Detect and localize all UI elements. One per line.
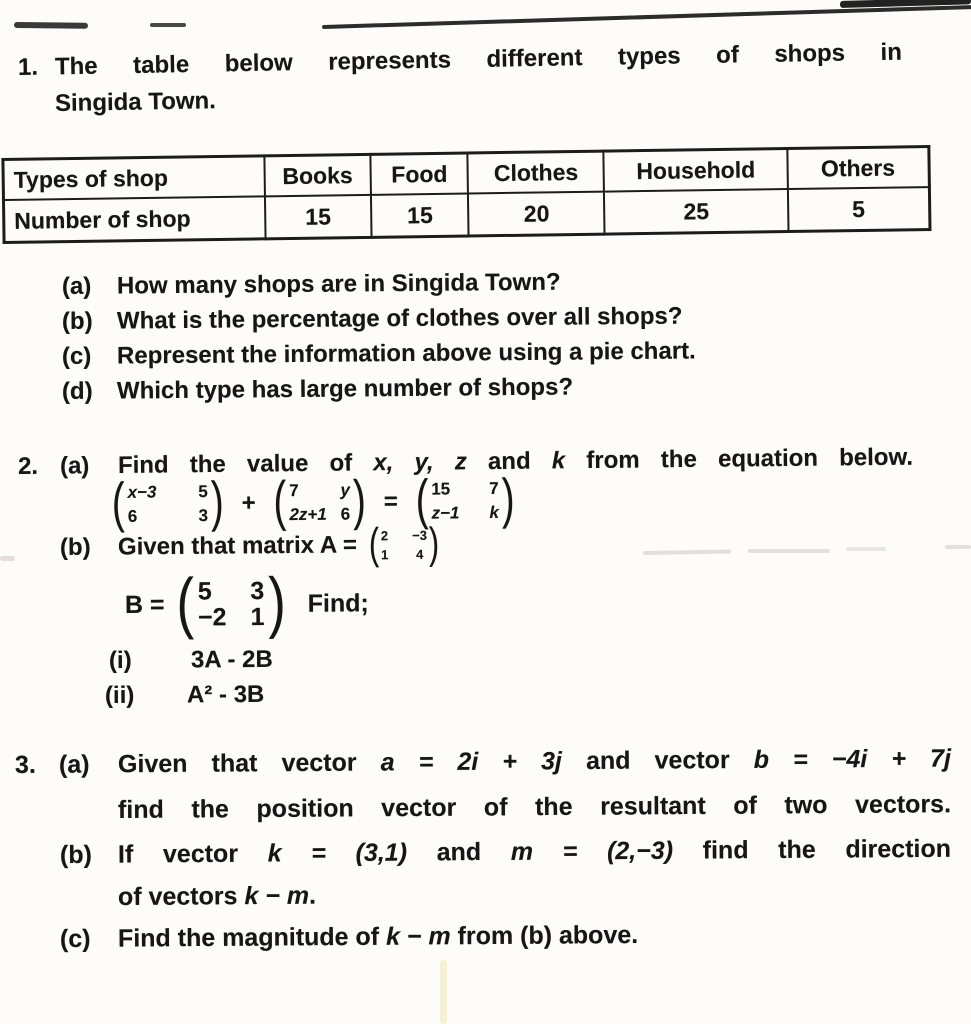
q3b-text: of vectors <box>117 882 245 911</box>
paren-open: ( <box>368 520 380 569</box>
matrix-cells <box>431 480 499 522</box>
matrix-cell: 5 <box>198 481 208 502</box>
matrix-cell: y <box>340 480 351 500</box>
math-k-minus-m: k − m <box>385 922 451 951</box>
plus-operator: + <box>241 488 256 517</box>
q3c-text: Find the magnitude of <box>117 922 387 953</box>
q3b-text: and <box>406 837 511 867</box>
scan-artifact-faint <box>0 556 15 561</box>
q3-number: 3. <box>14 750 36 779</box>
matrix-cell: 1 <box>380 547 389 563</box>
table-row-label: Number of shop <box>3 196 265 242</box>
q2-item-i <box>109 645 273 676</box>
q3c-text: from (b) above. <box>450 920 639 951</box>
item-text: How many shops are in Singida Town? <box>116 268 561 300</box>
math-vector-k: k = (3,1) <box>267 838 408 868</box>
q2a-text: Find the value of <box>117 449 374 479</box>
item-text: 3A - 2B <box>190 645 273 674</box>
q1-number: 1. <box>17 53 39 81</box>
matrix-cell: 2 <box>380 528 389 544</box>
matrix-cell: 1 <box>250 603 265 632</box>
scan-artifact-faint <box>846 547 886 551</box>
item-label: (i) <box>108 646 132 674</box>
paren-open: ( <box>111 473 125 535</box>
q1-intro-line1 <box>18 38 902 83</box>
matrix-cell: k <box>489 502 500 523</box>
scan-artifact-dash <box>150 23 186 27</box>
paren-close: ) <box>501 469 515 531</box>
matrix-cell: x−3 <box>127 482 157 502</box>
item-label: (c) <box>61 342 92 370</box>
table-value-cell: 15 <box>265 195 372 239</box>
item-label: (d) <box>61 377 93 405</box>
q3b-line1 <box>60 834 951 871</box>
paren-open: ( <box>415 470 429 532</box>
scan-artifact-faint <box>440 960 447 1024</box>
matrix-cell: 15 <box>431 479 451 499</box>
matrix-cell: 3 <box>198 505 209 526</box>
matrix-cell: 3 <box>250 577 265 606</box>
q2b-line <box>59 520 440 569</box>
item-label: (ii) <box>104 681 135 709</box>
matrix-cell: −2 <box>197 603 227 632</box>
matrix-cell: 6 <box>127 506 138 526</box>
q2b-label: (b) <box>59 533 91 561</box>
q1-item-b <box>62 302 683 337</box>
matrix-cell: 7 <box>289 481 299 501</box>
paren-close: ) <box>352 471 367 533</box>
scan-artifact-faint <box>945 545 971 549</box>
item-text: What is the percentage of clothes over all shops? <box>116 302 683 335</box>
q3c-line <box>60 920 638 955</box>
math-variables: x, y, z <box>373 448 467 477</box>
q1-intro-line2: Singida Town. <box>54 87 217 117</box>
q3a-line2: find the position vector of the resultant of two vectors. <box>117 790 952 824</box>
table-header-cell: Clothes <box>468 151 605 193</box>
q3b-text: If vector <box>117 839 268 869</box>
q3b-line2 <box>118 881 316 913</box>
matrix-cell: −3 <box>412 527 427 543</box>
matrix-cell: 5 <box>197 577 212 606</box>
table-value-cell: 25 <box>604 189 788 234</box>
table-value-cell: 15 <box>371 193 469 237</box>
table-header-cell: Types of shop <box>3 156 265 200</box>
matrix-cell: z−1 <box>431 503 460 523</box>
matrix-A <box>368 520 440 569</box>
q3a-text: and vector <box>561 745 754 776</box>
paren-open: ( <box>273 471 287 533</box>
matrix-cell: 6 <box>340 504 351 524</box>
q3c-label: (c) <box>59 924 91 953</box>
paren-close: ) <box>210 472 224 534</box>
item-label: (b) <box>61 307 93 335</box>
q3b-text: . <box>308 881 317 910</box>
item-text: Which type has large number of shops? <box>116 373 574 405</box>
shops-table <box>1 145 931 244</box>
q2a-label: (a) <box>59 452 90 480</box>
equals-operator: = <box>383 487 398 515</box>
q3b-label: (b) <box>59 840 93 869</box>
q2a-line <box>18 443 913 482</box>
q3a-label: (a) <box>58 750 90 779</box>
scan-artifact-dash <box>14 22 88 29</box>
q2a-text: and <box>466 447 552 476</box>
math-vector-m: m = (2,−3) <box>510 836 674 866</box>
item-label: (a) <box>61 272 92 300</box>
math-vector-b: b = −4i + 7j <box>753 744 952 774</box>
paren-close: ) <box>428 520 440 568</box>
q1-item-a <box>62 268 561 302</box>
scan-artifact-faint <box>643 549 731 555</box>
matrix-1 <box>111 472 224 535</box>
paren-open: ( <box>176 565 195 642</box>
q2a-text: from the equation below. <box>565 443 914 475</box>
matrix-cells <box>381 529 427 561</box>
matrix-cells <box>127 483 208 525</box>
q2-item-ii <box>105 680 265 711</box>
q2-number: 2. <box>17 452 39 480</box>
scan-artifact-faint <box>748 549 830 553</box>
scan-artifact-line <box>322 5 971 28</box>
matrix-B <box>176 565 286 642</box>
matrix-3 <box>415 469 515 532</box>
q3a-line1 <box>15 743 951 781</box>
item-text: Represent the information above using a pie chart. <box>116 337 696 370</box>
table-value-cell: 20 <box>468 192 605 236</box>
matrix-cell: 2z+1 <box>289 504 327 525</box>
math-vector-a: a = 2i + 3j <box>380 747 563 777</box>
matrix-cells <box>289 482 350 524</box>
table-header-cell: Household <box>604 149 788 192</box>
matrix-equation <box>111 469 515 535</box>
paren-close: ) <box>268 565 286 641</box>
q2b-text: Given that matrix A = <box>117 531 358 561</box>
table-value-cell: 5 <box>788 187 930 231</box>
table-header-cell: Food <box>370 153 468 195</box>
q3a-text: Given that vector <box>117 748 381 779</box>
q1-item-c <box>62 336 696 372</box>
find-label: Find; <box>307 588 369 618</box>
q1-text: The table below represents different types of shops in <box>54 38 903 81</box>
matrix-cells <box>197 577 265 632</box>
matrix-cell: 7 <box>489 478 499 499</box>
matrix-2 <box>273 471 367 533</box>
matrix-b-prefix: B = <box>124 590 165 619</box>
item-text: A² - 3B <box>186 680 265 709</box>
math-k-minus-m: k − m <box>244 881 310 911</box>
matrix-cell: 4 <box>416 546 424 562</box>
q2b-matrixB-line <box>124 565 369 642</box>
q3b-text: find the direction <box>672 834 952 865</box>
q1-item-d <box>62 373 573 407</box>
math-variable: k <box>551 447 566 475</box>
table-header-cell: Others <box>787 147 929 189</box>
table-header-cell: Books <box>264 154 371 196</box>
